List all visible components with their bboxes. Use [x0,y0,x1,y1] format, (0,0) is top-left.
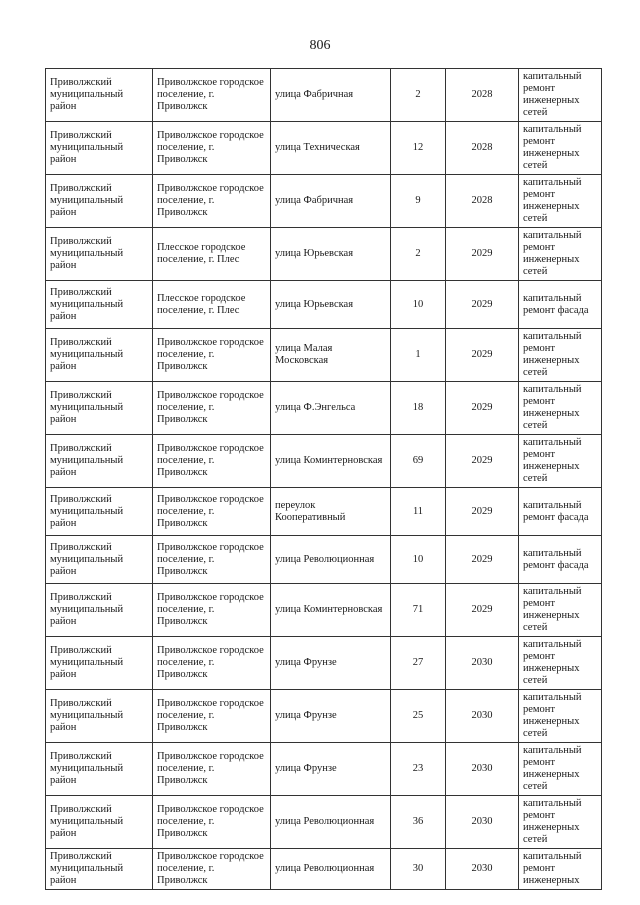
planned-year-cell: 2029 [446,584,519,637]
work-type-cell: капитальный ремонт фасада [519,281,602,329]
table-row [46,536,602,584]
district-cell: Приволжский муниципальный район [46,488,153,536]
street-cell: улица Революционная [271,796,391,849]
district-cell: Приволжский муниципальный район [46,175,153,228]
settlement-cell: Приволжское городское поселение, г. Приволжск [153,69,271,122]
street-cell: улица Коминтерновская [271,435,391,488]
district-cell: Приволжский муниципальный район [46,849,153,890]
work-type-cell: капитальный ремонт инженерных сетей [519,796,602,849]
table-row [46,175,602,228]
street-cell: улица Фабричная [271,175,391,228]
settlement-cell: Приволжское городское поселение, г. Приволжск [153,690,271,743]
planned-year-cell: 2029 [446,382,519,435]
district-cell: Приволжский муниципальный район [46,281,153,329]
house-number-cell: 27 [391,637,446,690]
settlement-cell: Приволжское городское поселение, г. Приволжск [153,637,271,690]
house-number-cell: 2 [391,69,446,122]
house-number-cell: 12 [391,122,446,175]
planned-year-cell: 2030 [446,743,519,796]
planned-year-cell: 2028 [446,69,519,122]
district-cell: Приволжский муниципальный район [46,796,153,849]
planned-year-cell: 2028 [446,175,519,228]
house-number-cell: 18 [391,382,446,435]
house-number-cell: 2 [391,228,446,281]
settlement-cell: Приволжское городское поселение, г. Приволжск [153,584,271,637]
settlement-cell: Приволжское городское поселение, г. Приволжск [153,122,271,175]
settlement-cell: Плесское городское поселение, г. Плес [153,228,271,281]
work-type-cell: капитальный ремонт инженерных [519,849,602,890]
planned-year-cell: 2029 [446,228,519,281]
street-cell: переулок Кооперативный [271,488,391,536]
table-row [46,435,602,488]
house-number-cell: 23 [391,743,446,796]
settlement-cell: Приволжское городское поселение, г. Приволжск [153,175,271,228]
street-cell: улица Малая Московская [271,329,391,382]
table-row [46,743,602,796]
work-type-cell: капитальный ремонт инженерных сетей [519,743,602,796]
district-cell: Приволжский муниципальный район [46,435,153,488]
settlement-cell: Приволжское городское поселение, г. Приволжск [153,329,271,382]
table-row [46,637,602,690]
district-cell: Приволжский муниципальный район [46,584,153,637]
street-cell: улица Фрунзе [271,637,391,690]
settlement-cell: Приволжское городское поселение, г. Приволжск [153,743,271,796]
house-number-cell: 9 [391,175,446,228]
district-cell: Приволжский муниципальный район [46,743,153,796]
street-cell: улица Юрьевская [271,281,391,329]
planned-year-cell: 2028 [446,122,519,175]
table-row [46,796,602,849]
house-number-cell: 1 [391,329,446,382]
work-type-cell: капитальный ремонт фасада [519,536,602,584]
planned-year-cell: 2030 [446,690,519,743]
planned-year-cell: 2029 [446,281,519,329]
table-row [46,488,602,536]
house-number-cell: 30 [391,849,446,890]
table-row [46,122,602,175]
house-number-cell: 71 [391,584,446,637]
planned-year-cell: 2029 [446,488,519,536]
district-cell: Приволжский муниципальный район [46,122,153,175]
district-cell: Приволжский муниципальный район [46,382,153,435]
district-cell: Приволжский муниципальный район [46,690,153,743]
street-cell: улица Революционная [271,536,391,584]
district-cell: Приволжский муниципальный район [46,69,153,122]
house-number-cell: 10 [391,281,446,329]
house-number-cell: 11 [391,488,446,536]
work-type-cell: капитальный ремонт инженерных сетей [519,435,602,488]
registry-table-body [46,69,602,890]
work-type-cell: капитальный ремонт фасада [519,488,602,536]
house-number-cell: 69 [391,435,446,488]
work-type-cell: капитальный ремонт инженерных сетей [519,584,602,637]
table-row [46,228,602,281]
street-cell: улица Коминтерновская [271,584,391,637]
work-type-cell: капитальный ремонт инженерных сетей [519,329,602,382]
page-number: 806 [309,38,331,53]
street-cell: улица Ф.Энгельса [271,382,391,435]
table-row [46,584,602,637]
table-row [46,690,602,743]
street-cell: улица Фрунзе [271,690,391,743]
table-row [46,69,602,122]
work-type-cell: капитальный ремонт инженерных сетей [519,122,602,175]
district-cell: Приволжский муниципальный район [46,637,153,690]
planned-year-cell: 2030 [446,637,519,690]
house-number-cell: 25 [391,690,446,743]
work-type-cell: капитальный ремонт инженерных сетей [519,690,602,743]
work-type-cell: капитальный ремонт инженерных сетей [519,228,602,281]
street-cell: улица Техническая [271,122,391,175]
district-cell: Приволжский муниципальный район [46,329,153,382]
district-cell: Приволжский муниципальный район [46,228,153,281]
work-type-cell: капитальный ремонт инженерных сетей [519,382,602,435]
settlement-cell: Приволжское городское поселение, г. Приволжск [153,796,271,849]
table-row [46,281,602,329]
settlement-cell: Приволжское городское поселение, г. Приволжск [153,435,271,488]
planned-year-cell: 2029 [446,329,519,382]
planned-year-cell: 2029 [446,435,519,488]
registry-table [45,68,602,890]
street-cell: улица Фабричная [271,69,391,122]
settlement-cell: Плесское городское поселение, г. Плес [153,281,271,329]
work-type-cell: капитальный ремонт инженерных сетей [519,175,602,228]
table-row [46,329,602,382]
table-row [46,382,602,435]
street-cell: улица Юрьевская [271,228,391,281]
house-number-cell: 10 [391,536,446,584]
work-type-cell: капитальный ремонт инженерных сетей [519,637,602,690]
settlement-cell: Приволжское городское поселение, г. Приволжск [153,849,271,890]
planned-year-cell: 2030 [446,849,519,890]
street-cell: улица Революционная [271,849,391,890]
work-type-cell: капитальный ремонт инженерных сетей [519,69,602,122]
settlement-cell: Приволжское городское поселение, г. Приволжск [153,536,271,584]
district-cell: Приволжский муниципальный район [46,536,153,584]
settlement-cell: Приволжское городское поселение, г. Приволжск [153,382,271,435]
planned-year-cell: 2030 [446,796,519,849]
table-row [46,849,602,890]
house-number-cell: 36 [391,796,446,849]
planned-year-cell: 2029 [446,536,519,584]
street-cell: улица Фрунзе [271,743,391,796]
settlement-cell: Приволжское городское поселение, г. Приволжск [153,488,271,536]
